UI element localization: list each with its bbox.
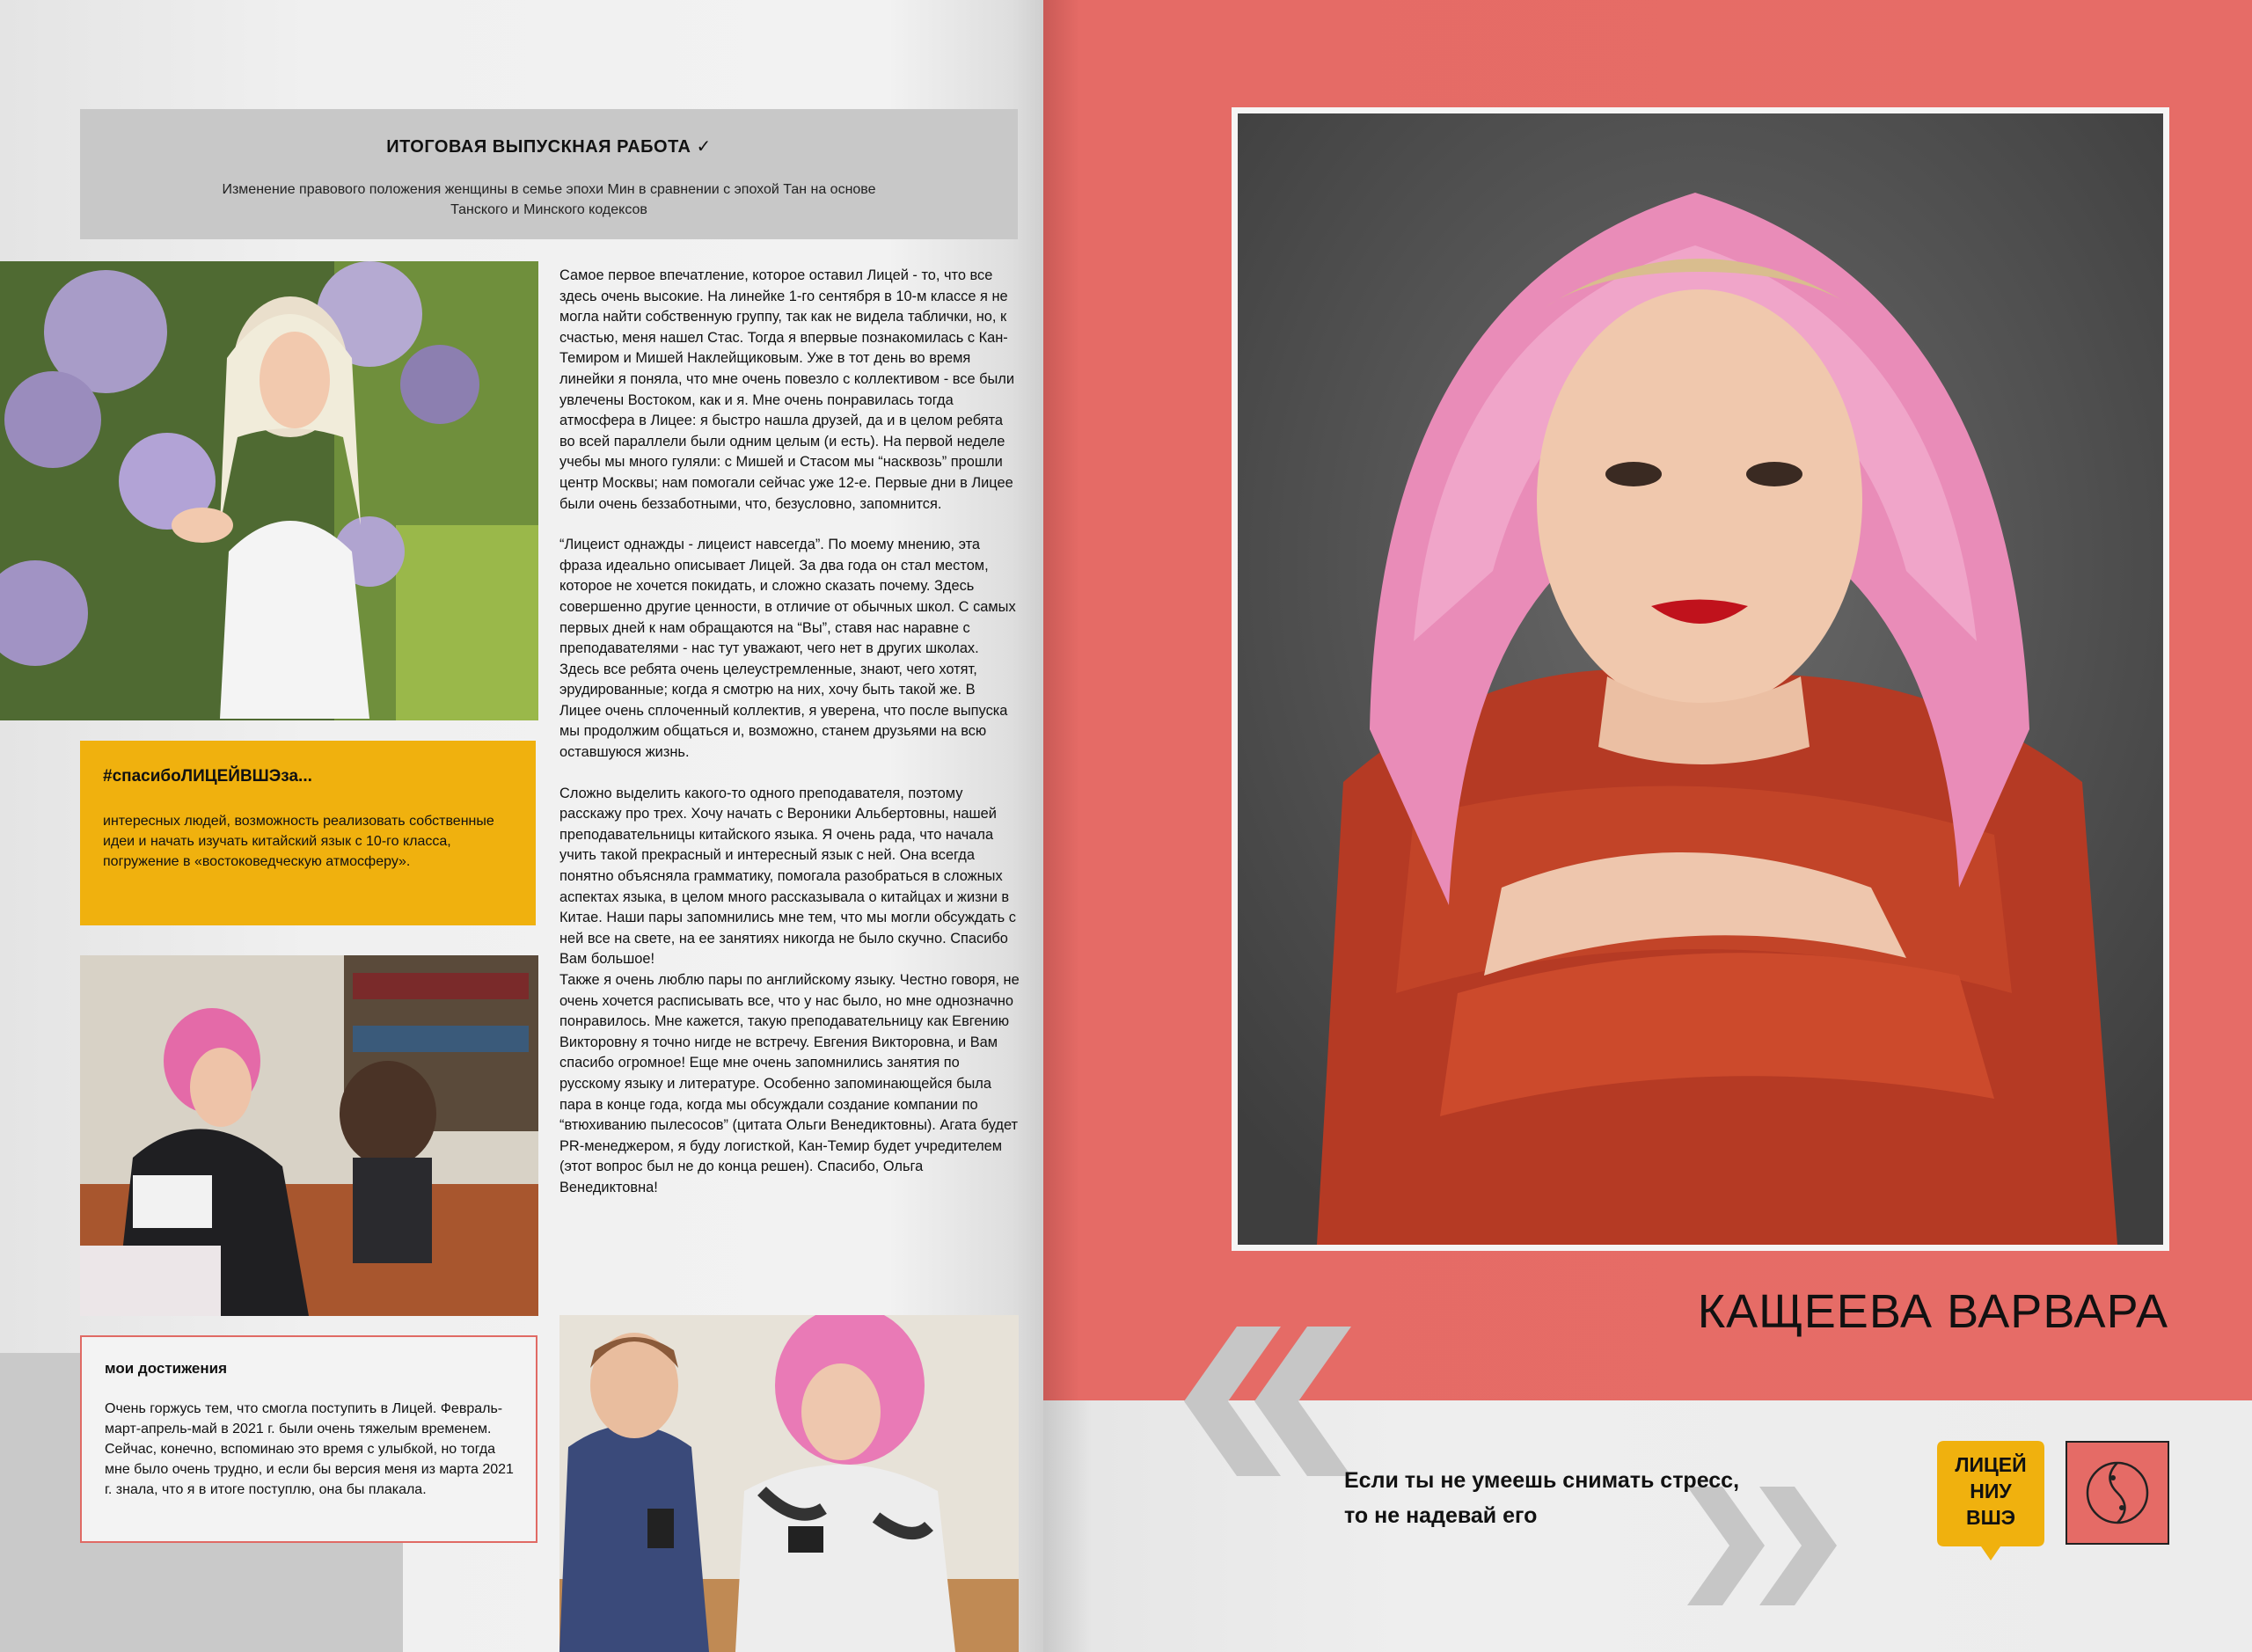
lyceum-logo — [1937, 1441, 2044, 1548]
photo-classroom — [80, 955, 538, 1316]
achievements-title: мои достижения — [105, 1360, 228, 1377]
paragraph-english-russian: Также я очень люблю пары по английскому языку. Честно говоря, не очень хочется расписывать все, что у нас было, но мне однозначно понравилось. Мне кажется, такую преподавательницу как Евгению Викторовну я точно нигде не встречу. Евгения Викторовна, и Вам спасибо огромное! Еще мне очень запомнились занятия по русскому языку и литературе. Особенно запоминающейся была пара в конце года, когда мы обсуждали создание компании по “втюхиванию пылесосов” (цитата Ольги Венедиктовны). Агата будет PR-менеджером, я буду логисткой, Кан-Темир будет учредителем (этот вопрос был не до конца решен). Спасибо, Ольга Венедиктовна! — [559, 972, 1020, 1195]
thanks-text: интересных людей, возможность реализовать собственные идеи и начать изучать китайский язык с 10-го класса, погружение в «востоковедческую атмосферу». — [103, 814, 494, 869]
logo-line-3: ВШЭ — [1965, 1506, 2016, 1529]
achievements-text: Очень горжусь тем, что смогла поступить в Лицей. Февраль-март-апрель-май в 2021 г. были очень тяжелым временем. Сейчас, конечно, вспоминаю это время с улыбкой, но тогда мне было очень трудно, и если бы версия меня из марта 2021 г. знала, что я в итоге поступлю, она бы плакала. — [105, 1401, 514, 1497]
portrait-photo — [1238, 113, 2163, 1245]
quote-text — [1344, 1463, 1739, 1533]
logo-line-1: ЛИЦЕЙ — [1955, 1453, 2027, 1476]
quote-open-icon — [1184, 1327, 1351, 1476]
thanks-box — [80, 741, 536, 925]
student-name: КАЩЕЕВА ВАРВАРА — [1697, 1285, 2168, 1338]
quote-line-1: Если ты не умеешь снимать стресс, — [1344, 1468, 1740, 1493]
photo-lilac — [0, 261, 538, 720]
yin-yang-logo — [2066, 1441, 2169, 1545]
paragraph-teachers: Сложно выделить какого-то одного преподавателя, поэтому расскажу про трех. Хочу начать с Вероники Альбертовны, нашей преподавательницы китайского языка. Я очень рада, что начала учить такой прекрасный и интересный язык с ней. Она всегда понятно объясняла грамматику, помогала разобраться в сложных аспектах языка, в целом много рассказывала о китайцах и жизни в Китае. Наши пары запомнились мне тем, что мы могли обсуждать с ней все на свете, на ее занятиях никогда не было скучно. Спасибо Вам большое! — [559, 785, 1016, 968]
thesis-title: ИТОГОВАЯ ВЫПУСКНАЯ РАБОТА ✓ — [386, 137, 712, 157]
thesis-subtitle: Изменение правового положения женщины в семье эпохи Мин в сравнении с эпохой Тан на основе Танского и Минского кодексов — [222, 182, 876, 217]
paragraph-first-impression: Самое первое впечатление, которое оставил Лицей - то, что все здесь очень высокие. На линейке 1-го сентября в 10-м классе я не могла найти собственную группу, так как не видела таблички, но, к счастью, меня нашел Стас. Тогда я впервые познакомилась с Кан-Темиром и Мишей Наклейщиковым. Уже в тот день во время линейки я поняла, что мне очень повезло с коллективом - все были увлечены Востоком, как и я. Мне очень понравилась тогда атмосфера в Лицее: я быстро нашла друзей, да и в целом ребята во всей параллели были одним целым (и есть). На первой неделе учебы мы много гуляли: с Мишей и Стасом мы “насквозь” прошли центр Москвы; нам помогали сейчас уже 12-е. Первые дни в Лицее были очень беззаботными, что, безусловно, запомнится. — [559, 267, 1015, 512]
achievements-box — [80, 1335, 537, 1543]
logo-line-2: НИУ — [1970, 1480, 2012, 1502]
thanks-title: #спасибоЛИЦЕЙВШЭза... — [103, 767, 312, 786]
yin-yang-icon — [2067, 1443, 2168, 1543]
thesis-header — [80, 109, 1018, 239]
lyceum-logo-text — [1937, 1451, 2044, 1531]
paragraph-lyceum: “Лицеист однажды - лицеист навсегда”. По моему мнению, эта фраза идеально описывает Лицей. За два года он стал местом, которое не хочется покидать, и сложно сказать почему. Здесь совершенно другие ценности, в отличие от обычных школ. С самых первых дней к нам обращаются на “Вы”, ставя нас наравне с преподавателями - нас тут уважают, чего нет в других школах. Здесь все ребята очень целеустремленные, знают, чего хотят, эрудированные; когда я смотрю на них, хочу быть такой же. В Лицее очень сплоченный коллектив, я уверена, что после выпуска мы продолжим общаться и, возможно, станем друзьями на всю оставшуюся жизнь. — [559, 537, 1016, 761]
main-text-column — [559, 266, 1020, 1219]
photo-students-phones — [559, 1315, 1019, 1652]
quote-line-2: то не надевай его — [1344, 1503, 1538, 1528]
